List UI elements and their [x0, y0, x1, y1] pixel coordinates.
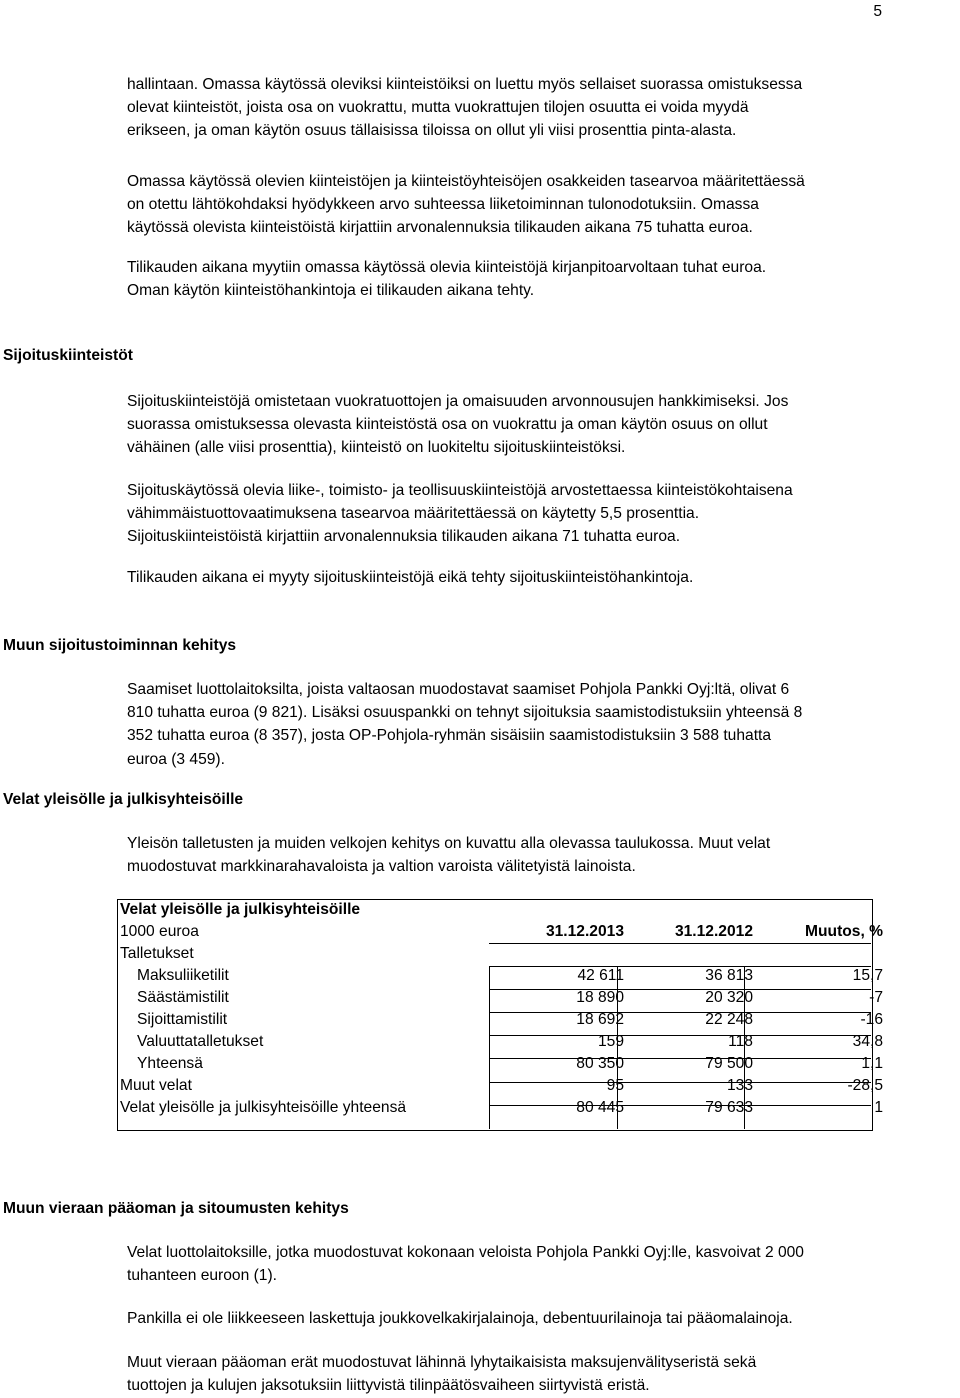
cell-2013: 95	[606, 1077, 624, 1094]
other-capital-paragraph-1	[127, 1241, 959, 1287]
total-2012: 79 633	[705, 1099, 753, 1116]
total-2013: 80 445	[576, 1099, 624, 1116]
own-use-p2-line-1: Tilikauden aikana myytiin omassa käytössä olevia kiinteistöjä kirjanpitoarvoltaan tuhat euroa.	[127, 259, 767, 276]
table-row	[117, 1031, 886, 1053]
row-label: Maksuliiketilit	[137, 967, 229, 984]
investment-p2-line-3: Sijoituskiinteistöistä kirjattiin arvonalennuksia tilikauden aikana 71 tuhatta euroa.	[127, 528, 681, 546]
other-capital-p1-line-1: Velat luottolaitoksille, jotka muodostuvat kokonaan veloista Pohjola Pankki Oyj:lle, kasvoivat 2 000	[127, 1244, 804, 1261]
other-capital-p3-line-1: Muut vieraan pääoman erät muodostuvat lähinnä lyhytaikaisista maksujenvälityseristä sekä	[127, 1354, 757, 1371]
intro-line-1: hallintaan. Omassa käytössä oleviksi kiinteistöiksi on luettu myös sellaiset suorassa omistuksessa	[127, 76, 803, 93]
other-investment-line-1: Saamiset luottolaitoksilta, joista valtaosan muodostavat saamiset Pohjola Pankki Oyj:ltä, olivat 6	[127, 681, 790, 698]
table-section-label: Talletukset	[120, 945, 194, 962]
investment-p2-line-2: vähimmäistuottovaatimuksena tasearvoa määritettäessä on käytetty 5,5 prosenttia.	[127, 505, 700, 523]
col-header-2012: 31.12.2012	[674, 923, 753, 940]
investment-paragraph-3	[127, 566, 959, 589]
cell-2013: 18 890	[576, 989, 624, 1006]
cell-2013: 159	[597, 1033, 624, 1050]
other-capital-p2-line-1: Pankilla ei ole liikkeeseen laskettuja joukkovelkakirjalainoja, debentuurilainoja tai pääomalainoja.	[127, 1310, 793, 1327]
other-capital-p1-line-2: tuhanteen euroon (1).	[127, 1267, 277, 1285]
investment-p3-line-1: Tilikauden aikana ei myyty sijoituskiinteistöjä eikä tehty sijoituskiinteistöhankintoja.	[127, 569, 694, 586]
public-liabilities-heading: Velat yleisölle ja julkisyhteisöille	[3, 791, 244, 808]
row-label: Muut velat	[120, 1077, 192, 1094]
cell-2013: 80 350	[576, 1055, 624, 1072]
row-label: Valuuttatalletukset	[137, 1033, 264, 1050]
cell-change: -7	[869, 989, 883, 1006]
own-use-paragraph-2	[127, 256, 959, 302]
cell-2012: 22 248	[705, 1011, 753, 1028]
cell-2012: 20 320	[705, 989, 753, 1006]
table-title-row	[117, 899, 886, 921]
investment-heading: Sijoituskiinteistöt	[3, 347, 133, 364]
total-label: Velat yleisölle ja julkisyhteisöille yhteensä	[120, 1099, 407, 1116]
other-investment-line-4: euroa (3 459).	[127, 750, 225, 768]
cell-change: -28,5	[847, 1077, 883, 1094]
cell-2012: 79 500	[705, 1055, 753, 1072]
page-number: 5	[873, 3, 882, 20]
table-header-underline	[489, 943, 871, 944]
other-investment-heading: Muun sijoitustoiminnan kehitys	[3, 637, 237, 654]
own-use-p1-line-2: on otettu lähtökohdaksi hyödykkeen arvo suhteessa liiketoiminnan tulonodotuksiin. Omassa	[127, 196, 759, 214]
table-unit: 1000 euroa	[120, 923, 199, 940]
cell-2012: 36 813	[705, 967, 753, 984]
own-use-p1-line-1: Omassa käytössä olevien kiinteistöjen ja kiinteistöyhteisöjen osakkeiden tasearvoa määritettäessä	[127, 173, 805, 190]
table-row	[117, 1075, 886, 1097]
col-header-change: Muutos, %	[805, 923, 883, 940]
public-liabilities-paragraph	[127, 832, 959, 878]
cell-2012: 133	[726, 1077, 753, 1094]
col-header-2013: 31.12.2013	[545, 923, 624, 940]
cell-2013: 18 692	[576, 1011, 624, 1028]
investment-p1-line-2: suorassa omistuksessa olevasta kiinteistöstä osa on vuokrattu ja oman käytön osuus on ollut	[127, 416, 768, 434]
own-use-p2-line-2: Oman käytön kiinteistöhankintoja ei tilikauden aikana tehty.	[127, 282, 535, 300]
other-investment-line-3: 352 tuhatta euroa (8 357), josta OP-Pohjola-ryhmän sisäisiin saamistodistuksiin 3 588 tuhatta	[127, 727, 772, 745]
other-investment-paragraph	[127, 678, 959, 771]
other-capital-heading: Muun vieraan pääoman ja sitoumusten kehitys	[3, 1200, 349, 1217]
row-label: Yhteensä	[137, 1055, 203, 1072]
table-row	[117, 1009, 886, 1031]
cell-change: 1,1	[861, 1055, 883, 1072]
cell-change: 15,7	[852, 967, 883, 984]
row-label: Sijoittamistilit	[137, 1011, 228, 1028]
table-row	[117, 1053, 886, 1075]
investment-paragraph-1	[127, 390, 959, 460]
investment-p1-line-3: vähäinen (alle viisi prosenttia), kiinteistö on luokiteltu sijoituskiinteistöksi.	[127, 439, 626, 457]
other-capital-p3-line-2: tuottojen ja kulujen jaksotuksiin liittyvistä tilinpäätösvaiheen siirtyvistä eristä.	[127, 1377, 650, 1395]
investment-paragraph-2	[127, 479, 959, 549]
investment-p1-line-1: Sijoituskiinteistöjä omistetaan vuokratuottojen ja omaisuuden arvonnousujen hankkimiseksi. Jos	[127, 393, 789, 410]
own-use-paragraph-1	[127, 170, 959, 240]
investment-p2-line-1: Sijoituskäytössä olevia liike-, toimisto- ja teollisuuskiinteistöjä arvostettaessa kiinteistökohtaisena	[127, 482, 793, 499]
public-liabilities-line-1: Yleisön talletusten ja muiden velkojen kehitys on kuvattu alla olevassa taulukossa. Muut velat	[127, 835, 771, 852]
table-total-row	[117, 1097, 886, 1119]
cell-2013: 42 611	[577, 967, 624, 984]
intro-paragraph	[127, 73, 959, 143]
intro-line-2: olevat kiinteistöt, joista osa on vuokrattu, mutta vuokrattujen tilojen osuutta ei voida myydä	[127, 99, 749, 117]
table-title: Velat yleisölle ja julkisyhteisöille	[120, 901, 361, 918]
total-change: 1	[874, 1099, 883, 1116]
other-capital-paragraph-2	[127, 1307, 959, 1330]
own-use-p1-line-3: käytössä olevista kiinteistöistä kirjattiin arvonalennuksia tilikauden aikana 75 tuhatta euroa.	[127, 219, 753, 237]
public-liabilities-line-2: muodostuvat markkinarahavaloista ja valtion varoista välitetyistä lainoista.	[127, 858, 636, 876]
intro-line-3: erikseen, ja oman käytön osuus tällaisissa tiloissa on ollut yli viisi prosenttia pinta-alasta.	[127, 122, 737, 140]
cell-change: 34,8	[852, 1033, 883, 1050]
cell-change: -16	[860, 1011, 883, 1028]
cell-2012: 118	[728, 1033, 753, 1050]
row-label: Säästämistilit	[137, 989, 229, 1006]
table-row	[117, 965, 886, 987]
liabilities-table	[117, 899, 886, 1119]
other-capital-paragraph-3	[127, 1351, 959, 1397]
other-investment-line-2: 810 tuhatta euroa (9 821). Lisäksi osuuspankki on tehnyt sijoituksia saamistodistuksiin yhteensä 8	[127, 704, 803, 722]
table-header-row	[117, 921, 886, 943]
table-section-row	[117, 943, 886, 965]
table-row	[117, 987, 886, 1009]
